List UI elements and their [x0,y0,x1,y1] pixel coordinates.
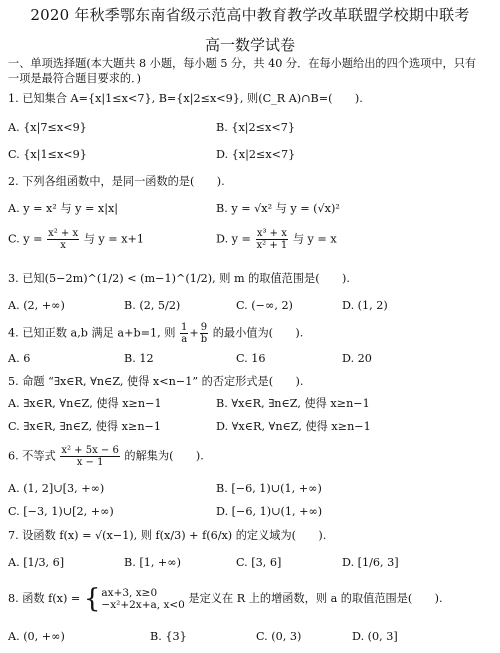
question-7-option-c: C. [3, 6] [236,556,282,569]
question-2-stem: 2. 下列各组函数中，是同一函数的是( ). [8,175,225,188]
question-7-option-b: B. [1, +∞) [124,556,181,569]
question-3-option-d: D. (1, 2) [342,299,388,312]
question-2-option-b: B. y = √x² 与 y = (√x)² [216,202,340,215]
question-3-stem: 3. 已知(5−2m)^(1/2) < (m−1)^(1/2), 则 m 的取值范围是( ). [8,272,350,285]
fraction: $\frac{9}{b}$ [200,322,208,345]
question-8-option-c: C. (0, 3) [256,630,302,643]
question-4-option-c: C. 16 [236,352,266,365]
piecewise-definition: ax+3, x≥0 −x²+2x+a, x<0 [101,587,185,611]
question-4-option-b: B. 12 [124,352,154,365]
question-6-stem: 6. 不等式 $\frac{\text{x² + 5x − 6}}{x - 1}$ 的解集为( ). [8,445,204,468]
question-4-option-a: A. 6 [8,352,31,365]
exam-subtitle: 高一数学试卷 [204,36,295,54]
question-5-option-b: B. ∀x∈R, ∃n∈Z, 使得 x≥n−1 [216,397,370,410]
question-8-stem: 8. 函数 f(x) = { ax+3, x≥0 −x²+2x+a, x<0 是定义在 R 上的增函数，则 a 的取值范围是( ). [8,584,443,614]
question-3-option-a: A. (2, +∞) [8,299,65,312]
question-7-stem: 7. 设函数 f(x) = √(x−1), 则 f(x/3) + f(6/x) 的定义域为( ). [8,529,327,542]
question-4-option-d: D. 20 [342,352,372,365]
exam-title: 2020 年秋季鄂东南省级示范高中教育教学改革联盟学校期中联考 [30,6,470,24]
question-8-option-b: B. {3} [150,630,187,643]
question-2-option-c: C. y = $\frac{\text{x² + x}}{x}$ 与 y = x+1 [8,228,145,251]
question-2-option-a: A. y = x² 与 y = x|x| [8,202,119,215]
section-heading-line2: 一项是最符合题目要求的．) [8,72,142,85]
question-3-option-b: B. (2, 5/2) [124,299,181,312]
question-1-option-a: A. {x|7≤x<9} [8,121,87,134]
question-6-option-b: B. [−6, 1)∪(1, +∞) [216,482,322,495]
question-7-option-a: A. [1/3, 6] [8,556,65,569]
question-5-stem: 5. 命题 “∃x∈R, ∀n∈Z, 使得 x<n−1” 的否定形式是( ). [8,375,304,388]
question-8-option-a: A. (0, +∞) [8,630,65,643]
question-5-option-c: C. ∃x∈R, ∃n∈Z, 使得 x≥n−1 [8,420,162,433]
question-5-option-d: D. ∀x∈R, ∀n∈Z, 使得 x≥n−1 [216,420,371,433]
question-8-option-d: D. (0, 3] [352,630,398,643]
question-1-option-b: B. {x|2≤x<7} [216,121,295,134]
question-1-option-d: D. {x|2≤x<7} [216,148,296,161]
question-1-stem: 1. 已知集合 A={x|1≤x<7}, B={x|2≤x<9}, 则(C_R A)∩B=( ). [8,92,363,105]
question-6-option-d: D. [−6, 1)∪(1, +∞) [216,505,323,518]
fraction: $\frac{1}{a}$ [180,322,188,345]
fraction: $\frac{\text{x³ + x}}{\text{x² + 1}}$ [256,228,288,251]
question-4-stem: 4. 已知正数 a,b 满足 a+b=1, 则 $\frac{1}{a}$ + $\frac{9}{b}$ 的最小值为( ). [8,322,304,345]
fraction: $\frac{\text{x² + x}}{x}$ [48,228,79,251]
fraction: $\frac{\text{x² + 5x − 6}}{x - 1}$ [61,445,119,468]
question-6-option-c: C. [−3, 1)∪[2, +∞) [8,505,114,518]
section-heading-line1: 一、单项选择题(本大题共 8 小题，每小题 5 分，共 40 分．在每小题给出的四个选项中，只有 [8,57,477,70]
question-7-option-d: D. [1/6, 3] [342,556,399,569]
left-brace: { [83,584,101,614]
question-1-option-c: C. {x|1≤x<9} [8,148,87,161]
question-6-option-a: A. (1, 2]∪[3, +∞) [8,482,105,495]
question-3-option-c: C. (−∞, 2) [236,299,293,312]
question-2-option-d: D. y = $\frac{\text{x³ + x}}{\text{x² + 1}}$ 与 y = x [216,228,337,251]
question-5-option-a: A. ∃x∈R, ∀n∈Z, 使得 x≥n−1 [8,397,162,410]
